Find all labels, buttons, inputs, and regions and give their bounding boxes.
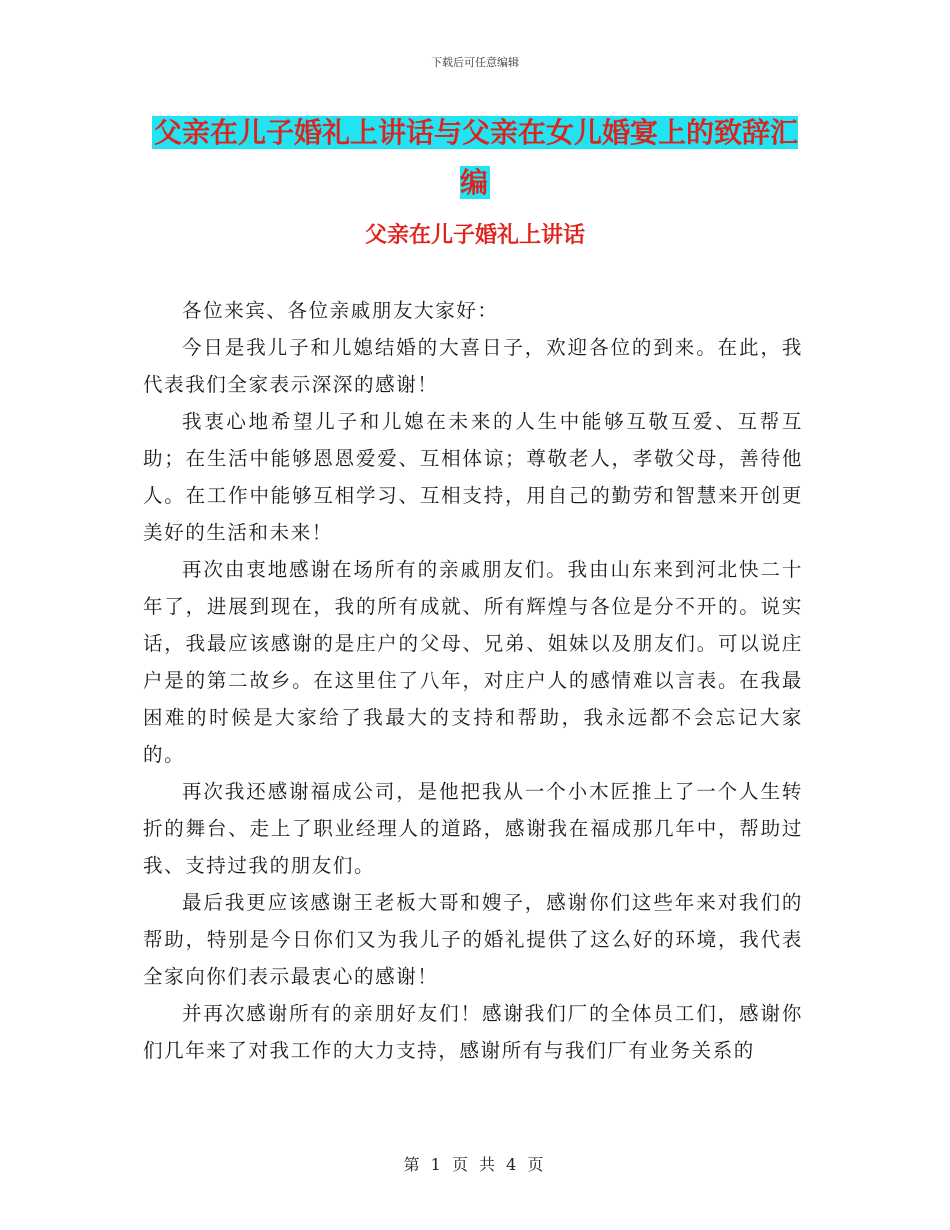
document-title	[140, 108, 810, 208]
paragraph: 再次由衷地感谢在场所有的亲戚朋友们。我由山东来到河北快二十年了，进展到现在，我的所有成就、所有辉煌与各位是分不开的。说实话，我最应该感谢的是庄户的父母、兄弟、姐妹以及朋友们。可以说庄户是的第二故乡。在这里住了八年，对庄户人的感情难以言表。在我最困难的时候是大家给了我最大的支持和帮助，我永远都不会忘记大家的。	[143, 558, 803, 766]
paragraph: 并再次感谢所有的亲朋好友们！感谢我们厂的全体员工们，感谢你们几年来了对我工作的大力支持，感谢所有与我们厂有业务关系的	[143, 1002, 803, 1062]
section-title: 父亲在儿子婚礼上讲话	[364, 223, 585, 248]
document-title-text: 父亲在儿子婚礼上讲话与父亲在女儿婚宴上的致辞汇编	[153, 116, 798, 199]
paragraph: 今日是我儿子和儿媳结婚的大喜日子，欢迎各位的到来。在此，我代表我们全家表示深深的感谢！	[143, 336, 803, 396]
paragraph: 我衷心地希望儿子和儿媳在未来的人生中能够互敬互爱、互帮互助；在生活中能够恩恩爱爱、互相体谅；尊敬老人，孝敬父母，善待他人。在工作中能够互相学习、互相支持，用自己的勤劳和智慧来开创更美好的生活和未来！	[143, 410, 803, 544]
paragraph: 各位来宾、各位亲戚朋友大家好：	[182, 299, 499, 322]
page-number-footer: 第 1 页 共 4 页	[403, 1155, 547, 1174]
paragraph: 再次我还感谢福成公司，是他把我从一个小木匠推上了一个人生转折的舞台、走上了职业经理人的道路，感谢我在福成那几年中，帮助过我、支持过我的朋友们。	[143, 780, 803, 877]
document-body	[143, 292, 803, 1069]
paragraph: 最后我更应该感谢王老板大哥和嫂子，感谢你们这些年来对我们的帮助，特别是今日你们又为我儿子的婚礼提供了这么好的环境，我代表全家向你们表示最衷心的感谢！	[143, 891, 803, 988]
header-note: 下载后可任意编辑	[431, 56, 519, 69]
